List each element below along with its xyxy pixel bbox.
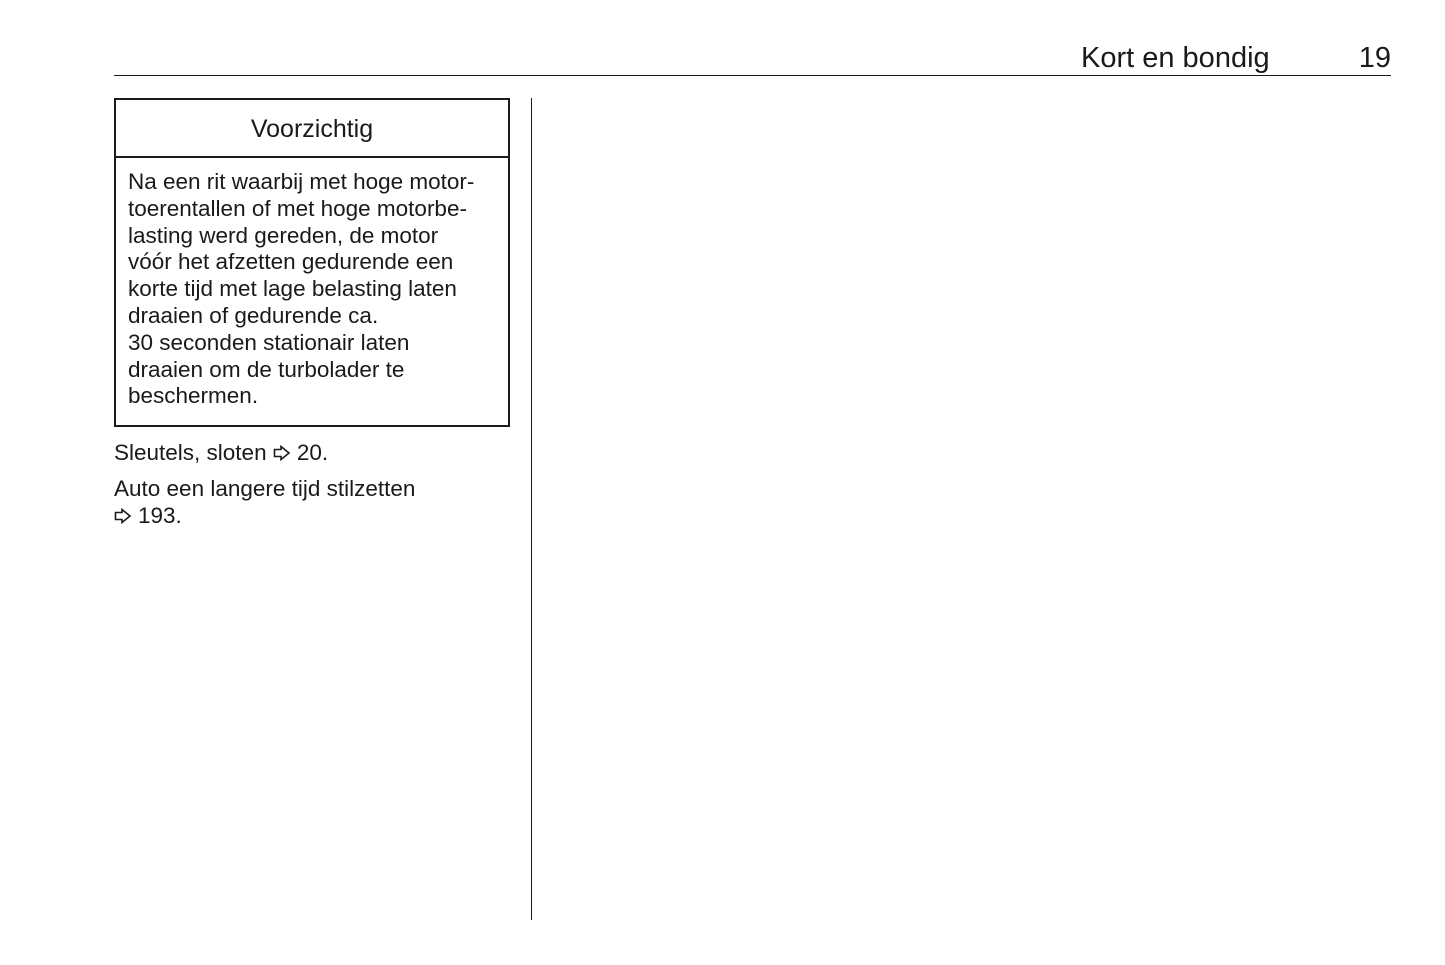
caution-text-line: beschermen. bbox=[128, 383, 259, 409]
section-title: Kort en bondig bbox=[1081, 42, 1270, 74]
caution-text-line: draaien om de turbolader te bbox=[128, 356, 405, 382]
caution-text-line: toerentallen of met hoge motorbe- bbox=[128, 195, 467, 221]
reference-long-storage bbox=[114, 475, 415, 529]
caution-text-line: korte tijd met lage belasting laten bbox=[128, 276, 457, 302]
reference-text: Sleutels, sloten bbox=[114, 440, 267, 465]
reference-page-link[interactable]: 193. bbox=[138, 503, 182, 528]
caution-text-line: draaien of gedurende ca. bbox=[128, 302, 379, 328]
reference-text: Auto een langere tijd stilzetten bbox=[114, 476, 416, 501]
reference-page-link[interactable]: 20. bbox=[296, 440, 329, 465]
page-number: 19 bbox=[1358, 42, 1391, 74]
header-rule bbox=[114, 75, 1391, 76]
caution-box bbox=[114, 98, 510, 427]
caution-text bbox=[116, 158, 508, 410]
column-divider bbox=[531, 98, 532, 920]
caution-text-line: lasting werd gereden, de motor bbox=[128, 222, 439, 248]
page-reference-arrow-icon bbox=[114, 508, 132, 524]
caution-text-line: Na een rit waarbij met hoge motor- bbox=[128, 169, 475, 194]
caution-heading: Voorzichtig bbox=[116, 100, 508, 158]
reference-line bbox=[114, 502, 415, 529]
page-reference-arrow-icon bbox=[273, 445, 291, 461]
caution-text-line: 30 seconden stationair laten bbox=[128, 329, 410, 355]
caution-text-line: vóór het afzetten gedurende een bbox=[128, 249, 454, 275]
reference-keys-locks bbox=[114, 439, 328, 466]
